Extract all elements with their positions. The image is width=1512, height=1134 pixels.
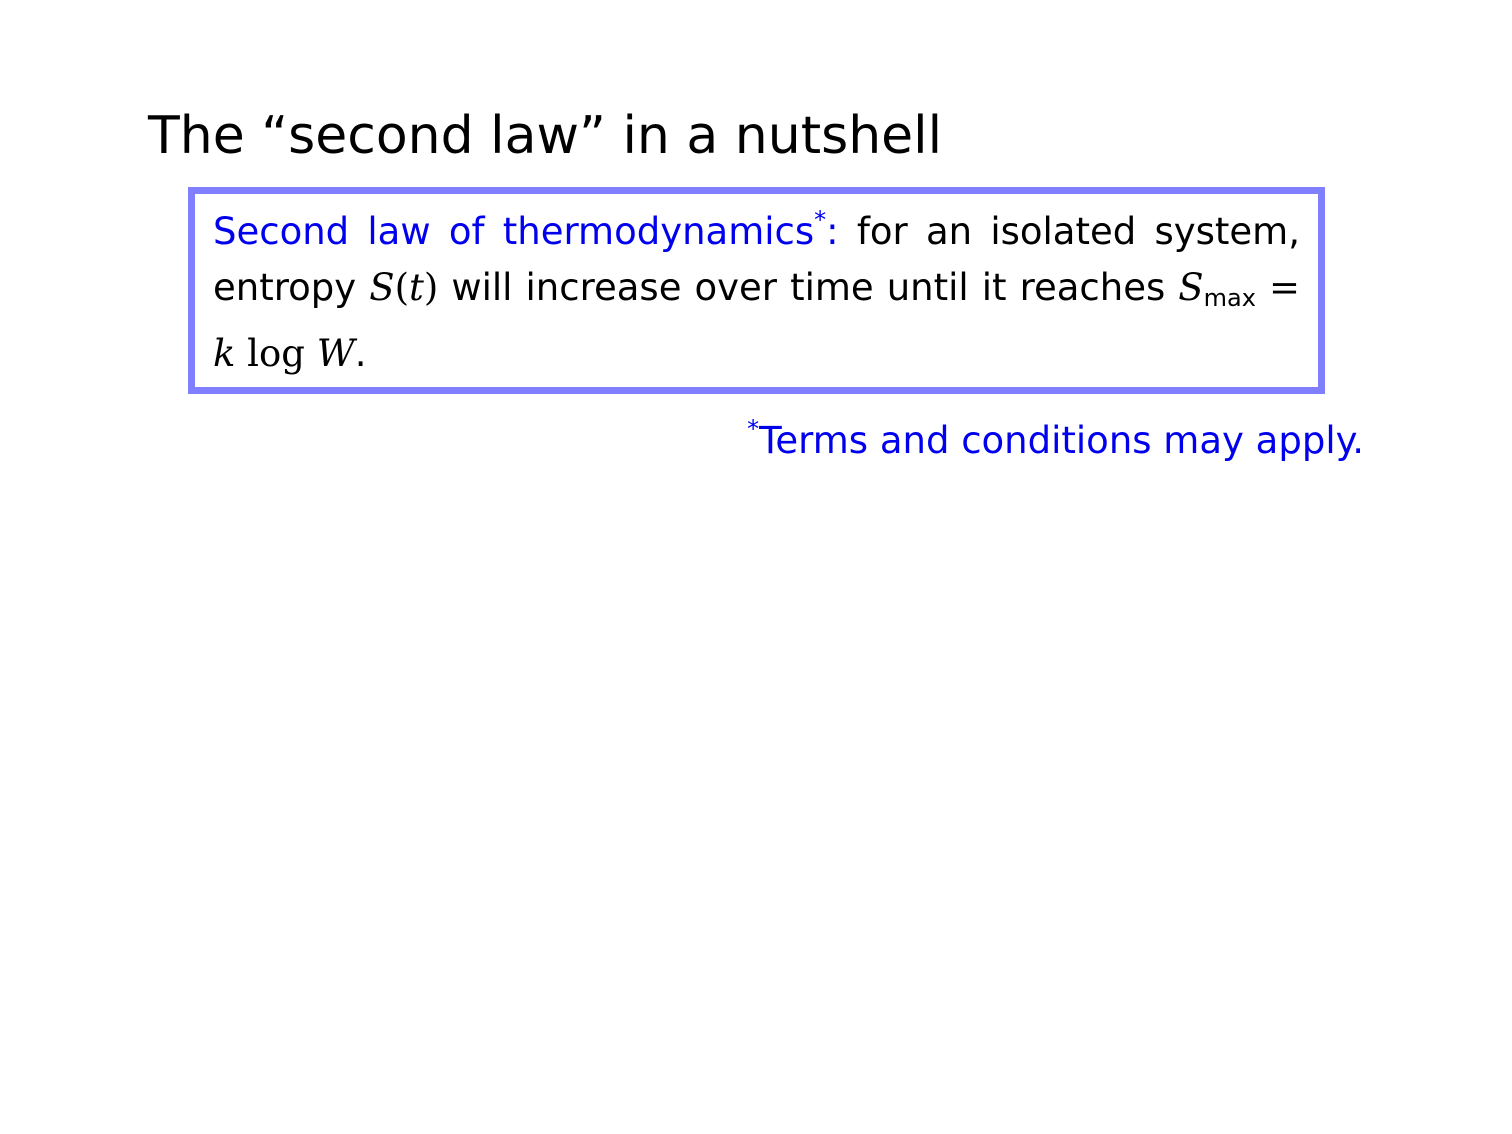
smax-subscript: max	[1203, 284, 1256, 312]
end-period: .	[354, 332, 367, 375]
theorem-text-part2: will increase over time until it reaches	[438, 266, 1179, 309]
k-symbol: k	[213, 332, 236, 375]
footnote	[747, 413, 1364, 469]
theorem-box	[188, 187, 1325, 394]
w-symbol: W	[316, 332, 355, 375]
smax-symbol: S	[1178, 266, 1204, 309]
entropy-paren-open: (	[394, 266, 409, 309]
slide-title: The “second law” in a nutshell	[148, 106, 943, 166]
log-text: log	[235, 332, 317, 375]
footnote-marker: *	[814, 206, 827, 234]
theorem-text-part1: for an isolated system, entropy	[213, 210, 1300, 309]
entropy-symbol: S	[369, 266, 395, 309]
theorem-term	[213, 206, 839, 253]
footnote-asterisk: *	[747, 415, 760, 443]
theorem-term-label: Second law of thermodynamics	[213, 210, 815, 253]
entropy-arg: t	[409, 266, 424, 309]
equals-sign: =	[1255, 266, 1301, 309]
term-colon: :	[826, 210, 839, 253]
entropy-paren-close: )	[423, 266, 439, 309]
theorem-text	[213, 204, 1300, 382]
footnote-text: Terms and conditions may apply.	[759, 419, 1364, 462]
